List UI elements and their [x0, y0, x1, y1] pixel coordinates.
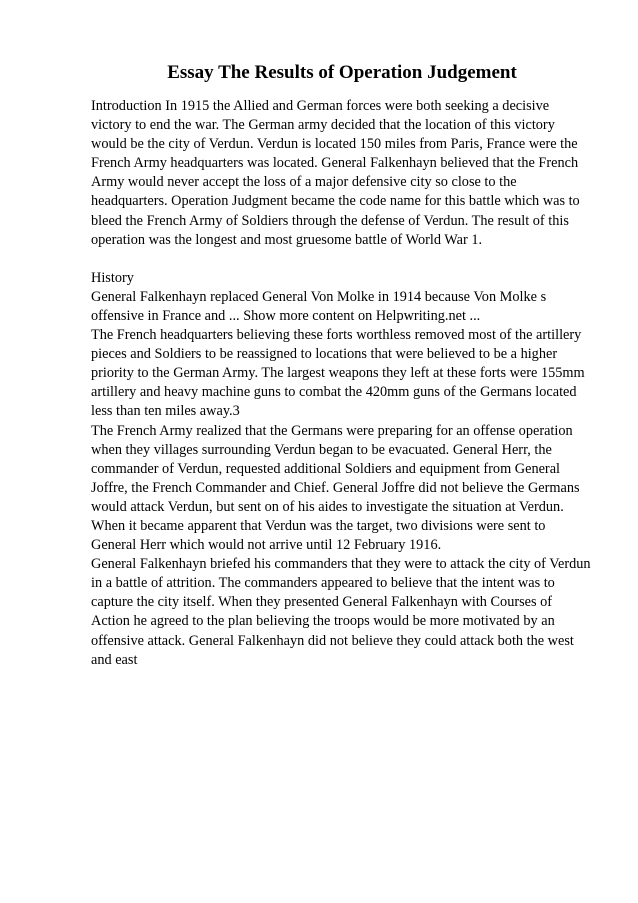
document-title: Essay The Results of Operation Judgement — [167, 62, 517, 83]
paragraph-french-headquarters: The French headquarters believing these forts worthless removed most of the artillery pieces and Soldiers to be reassigned to locations that were believed to be a higher priority to the German Army. The largest weapons they left at these forts were 155mm artillery and heavy machine guns to combat the 420mm guns of the Germans located less than ten miles away.3 — [91, 327, 585, 420]
section-heading-history: History — [91, 269, 134, 286]
paragraph-french-army-realized: The French Army realized that the Germans were preparing for an offense operation when they villages surrounding Verdun began to be evacuated. General Herr, the commander of Verdun, requested additional Soldiers and equipment from General Joffre, the French Commander and Chief. General Joffre did not believe the Germans would attack Verdun, but sent on of his aides to investigate the situation at Verdun. When it became apparent that Verdun was the target, two divisions were sent to General Herr which would not arrive until 12 February 1916. — [91, 422, 580, 554]
paragraph-spacer — [91, 250, 591, 269]
document-body — [91, 97, 591, 670]
paragraph-falkenhayn-replaced: General Falkenhayn replaced General Von Molke in 1914 because Von Molke s offensive in France and ... Show more content on Helpwriting.net ... — [91, 288, 547, 324]
paragraph-introduction: Introduction In 1915 the Allied and German forces were both seeking a decisive victory to end the war. The German army decided that the location of this victory would be the city of Verdun. Verdun is located 150 miles from Paris, France were the French Army headquarters was located. General Falkenhayn believed that the French Army would never accept the loss of a major defensive city so close to the headquarters. Operation Judgment became the code name for this battle which was to bleed the French Army of Soldiers through the defense of Verdun. The result of this operation was the longest and most gruesome battle of World War 1. — [91, 98, 580, 248]
paragraph-falkenhayn-briefed: General Falkenhayn briefed his commanders that they were to attack the city of Verdun in a battle of attrition. The commanders appeared to believe that the intent was to capture the city itself. When they presented General Falkenhayn with Courses of Action he agreed to the plan believing the troops would be more motivated by an offensive attack. General Falkenhayn did not believe they could attack both the west and east — [91, 556, 591, 668]
